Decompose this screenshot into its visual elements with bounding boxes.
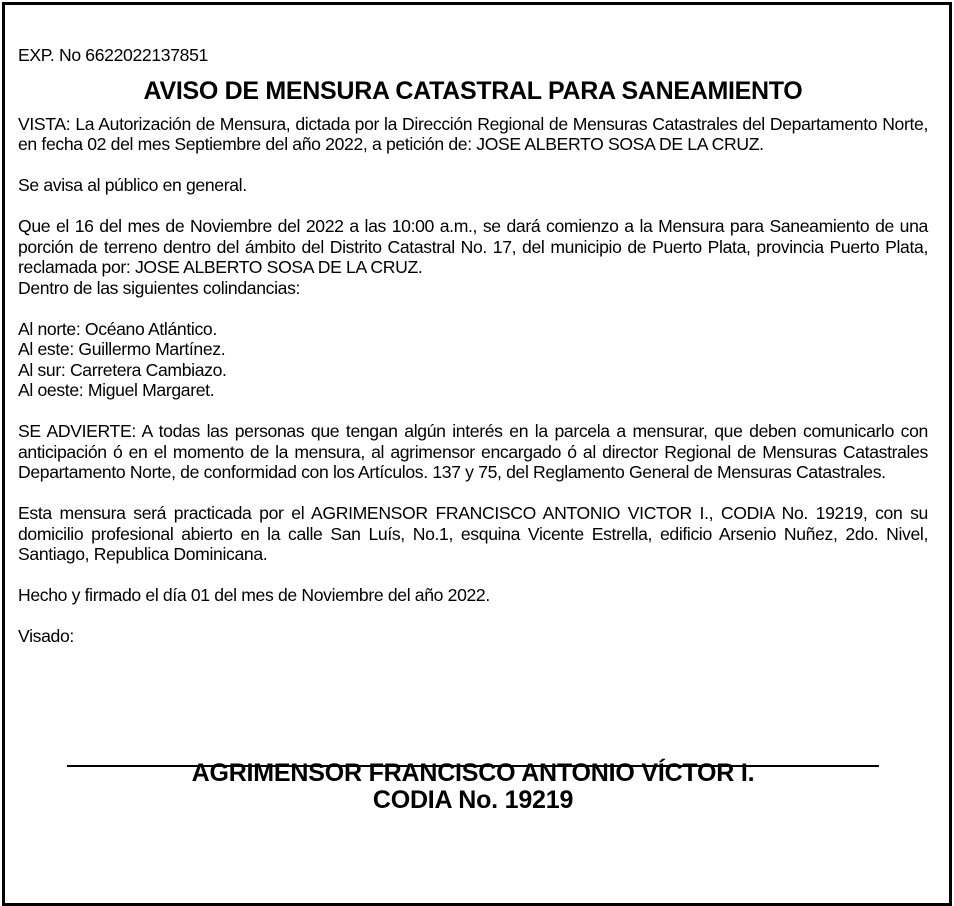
boundary-west: Al oeste: Miguel Margaret.	[18, 380, 215, 400]
boundary-north: Al norte: Océano Atlántico.	[18, 318, 217, 339]
vista-paragraph: VISTA: La Autorización de Mensura, dictada por la Dirección Regional de Mensuras Catastrales del Departamento Norte, en fecha 02 del mes Septiembre del año 2022, a petición de: JOSE ALBERTO SOSA DE LA CRUZ.	[18, 113, 928, 154]
boundaries-list	[18, 319, 928, 401]
notice-title: AVISO DE MENSURA CATASTRAL PARA SANEAMIENTO	[143, 76, 803, 105]
notice-body	[18, 45, 928, 667]
warning-paragraph: SE ADVIERTE: A todas las personas que tengan algún interés en la parcela a mensurar, que deben comunicarlo con anticipación ó en el momento de la mensura, al agrimensor encargado ó al director Regional de Mensuras Catastrales Departamento Norte, de conformidad con los Artículos. 137 y 75, del Reglamento General de Mensuras Catastrales.	[18, 421, 928, 482]
boundary-south: Al sur: Carretera Cambiazo.	[18, 359, 227, 380]
survey-date-paragraph: Que el 16 del mes de Noviembre del 2022 a las 10:00 a.m., se dará comienzo a la Mensura para Saneamiento de una porción de terreno dentro del ámbito del Distrito Catastral No. 17, del municipio de Puerto Plata, provincia Puerto Plata, reclamada por: JOSE ALBERTO SOSA DE LA CRUZ.	[18, 216, 928, 277]
boundaries-intro: Dentro de las siguientes colindancias:	[18, 277, 301, 298]
visado-label: Visado:	[18, 626, 74, 646]
signature-codia: CODIA No. 19219	[372, 786, 574, 814]
surveyor-paragraph: Esta mensura será practicada por el AGRIMENSOR FRANCISCO ANTONIO VICTOR I., CODIA No. 19219, con su domicilio profesional abierto en la calle San Luís, No.1, esquina Vicente Estrella, edificio Arsenio Nuñez, 2do. Nivel, Santiago, Republica Dominicana.	[18, 503, 928, 564]
expedient-number: EXP. No 6622022137851	[18, 45, 208, 65]
signed-date-paragraph: Hecho y firmado el día 01 del mes de Noviembre del año 2022.	[18, 585, 490, 605]
public-notice-paragraph: Se avisa al público en general.	[18, 175, 247, 195]
signature-name: AGRIMENSOR FRANCISCO ANTONIO VÍCTOR I.	[191, 759, 755, 787]
boundary-east: Al este: Guillermo Martínez.	[18, 339, 226, 359]
